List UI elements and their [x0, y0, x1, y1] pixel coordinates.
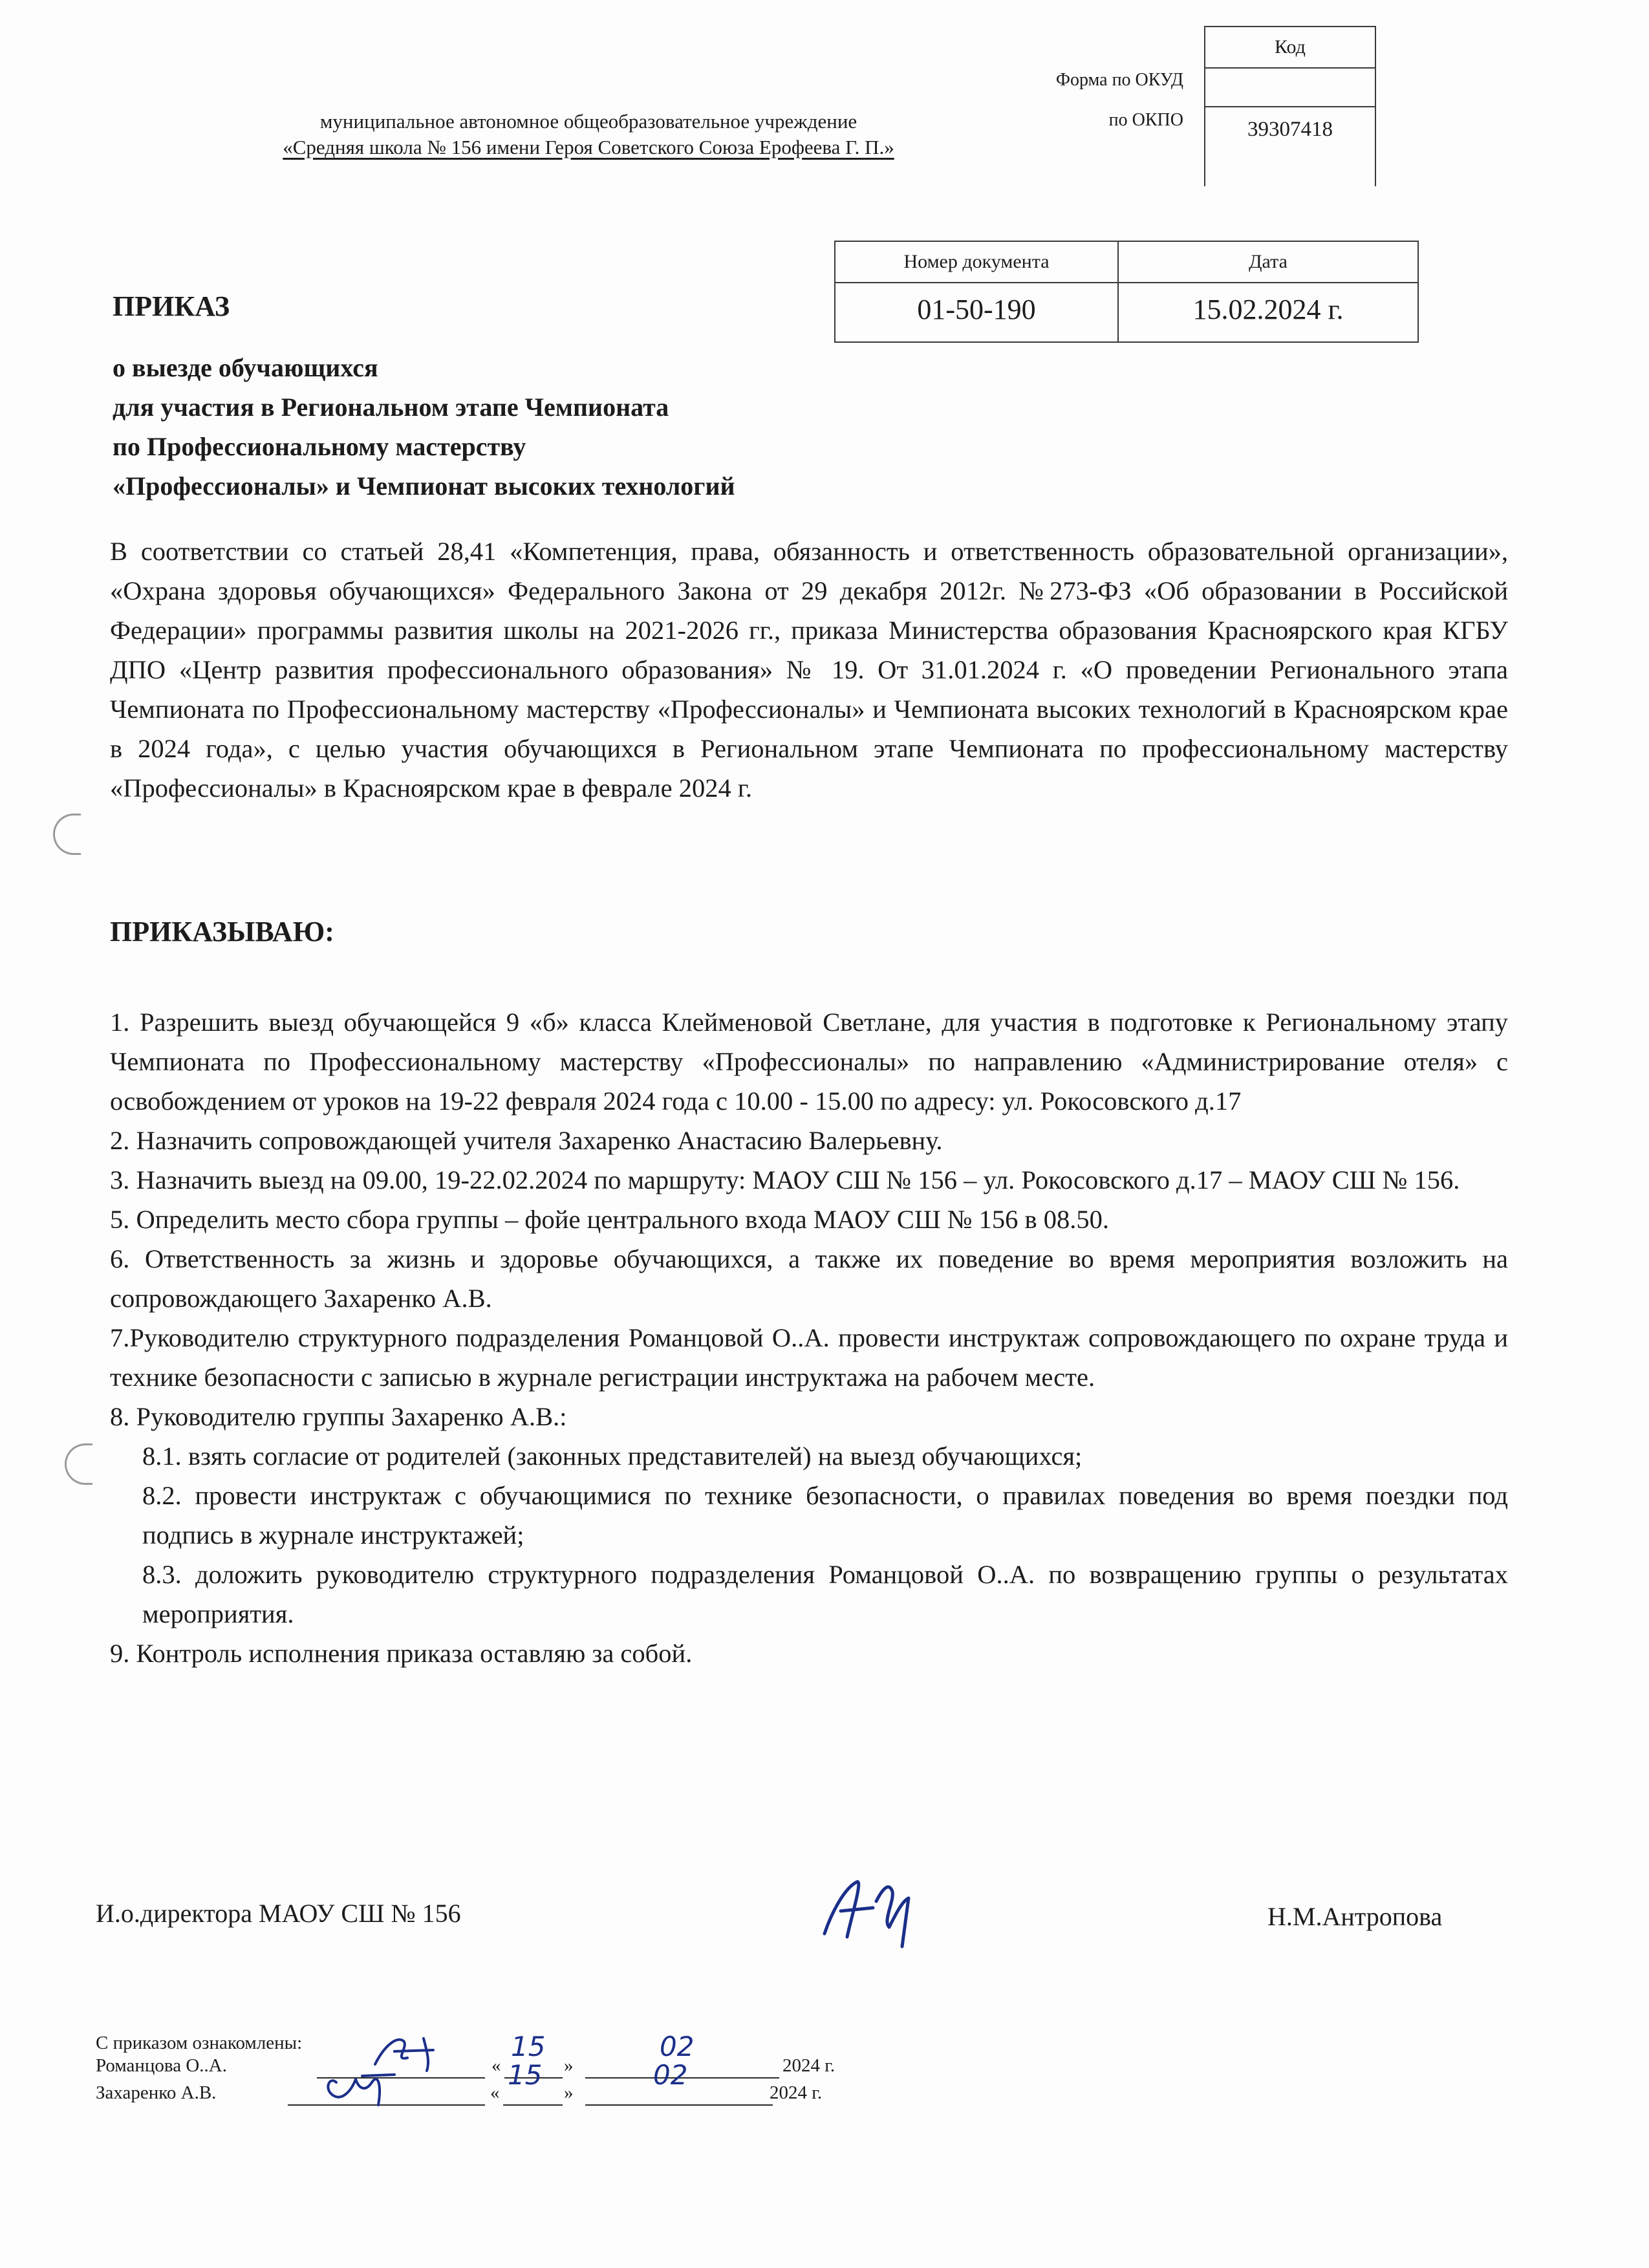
- signatory-name: Н.М.Антропова: [1267, 1902, 1443, 1931]
- ack-month: 02: [660, 2031, 695, 2062]
- okpo-label: по ОКПО: [1108, 110, 1183, 130]
- preamble-paragraph: В соответствии со статьей 28,41 «Компетенция, права, обязанность и ответственность образовательной организации», «Охрана здоровья обучающихся» Федерального Закона от 29 декабря 2012г. №273-ФЗ «Об образовании в Российской Федерации» программы развития школы на 2021-2026 гг., приказа Министерства образования Красноярского края КГБУ ДПО «Центр развития профессионального образования» № 19. От 31.01.2024 г. «О проведении Регионального этапа Чемпионата по Профессиональному мастерству «Профессионалы» и Чемпионата высоких технологий в Красноярском крае в 2024 года», с целью участия обучающихся в Региональном этапе Чемпионата по профессиональному мастерству «Профессионалы» в Красноярском крае в феврале 2024 г.: [110, 537, 1508, 803]
- order-item: 3. Назначить выезд на 09.00, 19-22.02.2024 по маршруту: МАОУ СШ № 156 – ул. Рокосовского д.17 – МАОУ СШ № 156.: [110, 1165, 1460, 1194]
- orders-heading: ПРИКАЗЫВАЮ:: [110, 916, 334, 947]
- organization-line-2: «Средняя школа № 156 имени Героя Советского Союза Ерофеева Г. П.»: [283, 136, 894, 158]
- ack-name: Захаренко А.В.: [96, 2082, 217, 2103]
- document-number-table: [834, 241, 1419, 343]
- acknowledgement-heading: С приказом ознакомлены:: [96, 2033, 303, 2053]
- order-item: 9. Контроль исполнения приказа оставляю за собой.: [110, 1639, 693, 1668]
- ack-year: 2024 г.: [782, 2055, 835, 2076]
- ack-day: 15: [511, 2031, 546, 2062]
- document-date-header: Дата: [1119, 242, 1417, 283]
- order-subitem: 8.3. доложить руководителю структурного подразделения Романцовой О..А. по возвращению группы о результатах мероприятия.: [142, 1560, 1508, 1628]
- ack-day: 15: [508, 2059, 543, 2091]
- order-items: [110, 1002, 1508, 1673]
- organization-name: [194, 109, 983, 160]
- order-item: 6. Ответственность за жизнь и здоровье обучающихся, а также их поведение во время мероприятия возложить на сопровождающего Захаренко А.В.: [110, 1244, 1508, 1313]
- order-title-line: для участия в Региональном этапе Чемпионата: [113, 393, 669, 422]
- order-subitem: 8.1. взять согласие от родителей (законных представителей) на выезд обучающихся;: [142, 1442, 1083, 1471]
- order-item: 8. Руководителю группы Захаренко А.В.:: [110, 1402, 567, 1431]
- okud-label: Форма по ОКУД: [1055, 70, 1183, 90]
- order-title-line: «Профессионалы» и Чемпионат высоких технологий: [113, 471, 735, 501]
- signatory-position: И.о.директора МАОУ СШ № 156: [96, 1899, 461, 1928]
- punch-hole-mark: [65, 1443, 92, 1485]
- document-number: 01-50-190: [835, 283, 1119, 341]
- signature-icon: [317, 2057, 407, 2108]
- document-date: 15.02.2024 г.: [1192, 294, 1344, 325]
- document-number-header: Номер документа: [835, 242, 1119, 283]
- okud-value: [1205, 67, 1375, 107]
- okpo-value: 39307418: [1247, 118, 1333, 141]
- organization-line-1: муниципальное автономное общеобразовательное учреждение: [319, 110, 857, 133]
- order-title-line: по Профессиональному мастерству: [113, 432, 526, 461]
- order-item: 5. Определить место сбора группы – фойе центрального входа МАОУ СШ № 156 в 08.50.: [110, 1205, 1110, 1234]
- codes-header: Код: [1205, 27, 1375, 69]
- day-line: [503, 2104, 563, 2106]
- order-item: 2. Назначить сопровождающей учителя Захаренко Анастасию Валерьевну.: [110, 1126, 943, 1155]
- ack-name: Романцова О..А.: [96, 2055, 227, 2076]
- order-subitem: 8.2. провести инструктаж с обучающимися по технике безопасности, о правилах поведения во время поездки под подпись в журнале инструктажей;: [142, 1481, 1508, 1550]
- codes-table: [1204, 26, 1376, 186]
- ack-month: 02: [653, 2059, 688, 2091]
- month-line: [585, 2104, 773, 2106]
- order-item: 1. Разрешить выезд обучающейся 9 «б» класса Клейменовой Светлане, для участия в подготовке к Региональному этапу Чемпионата по Профессиональному мастерству «Профессионалы» по направлению «Администрирование отеля» с освобождением от уроков на 19-22 февраля 2024 года с 10.00 - 15.00 по адресу: ул. Рокосовского д.17: [110, 1008, 1508, 1116]
- order-title-line: о выезде обучающихся: [113, 353, 378, 382]
- order-heading: ПРИКАЗ: [113, 290, 230, 322]
- order-title: [113, 348, 735, 506]
- director-signature-icon: [812, 1863, 941, 1960]
- punch-hole-mark: [53, 814, 81, 855]
- order-item: 7.Руководителю структурного подразделения Романцовой О..А. провести инструктаж сопровождающего по охране труда и технике безопасности с записью в журнале регистрации инструктажа на рабочем месте.: [110, 1323, 1508, 1392]
- ack-year: 2024 г.: [770, 2082, 823, 2103]
